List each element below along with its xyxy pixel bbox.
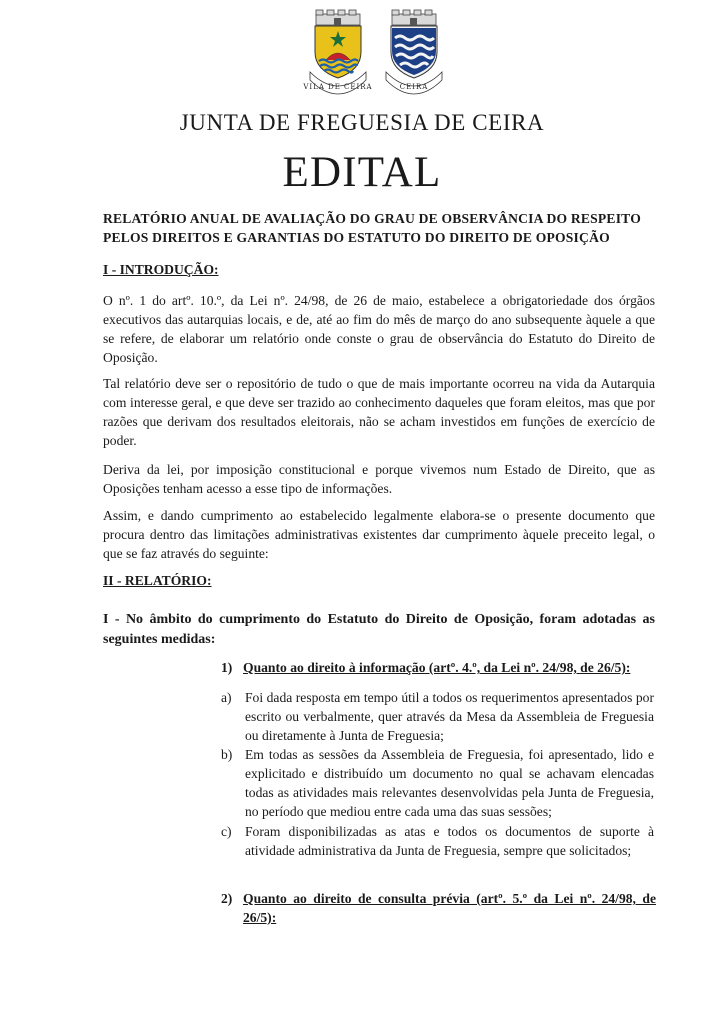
document-type: EDITAL xyxy=(282,149,442,196)
page-title: JUNTA DE FREGUESIA DE CEIRA xyxy=(179,110,545,135)
section-title: Quanto ao direito à informação (artº. 4.º, da Lei nº. 24/98, de 26/5): xyxy=(243,660,631,675)
intro-heading: I - INTRODUÇÃO: xyxy=(103,262,219,277)
list-text: Foram disponibilizadas as atas e todos os documentos de suporte à atividade administrativa da Junta de Freguesia, sempre que solicitados; xyxy=(245,824,654,858)
intro-paragraph: Deriva da lei, por imposição constitucional e porque vivemos num Estado de Direito, que as Oposições tenham acesso a esse tipo de informações. xyxy=(103,462,655,496)
vila-de-ceira-ribbon-label: VILA DE CEIRA xyxy=(303,83,373,91)
section-number: 1) xyxy=(221,660,233,675)
intro-paragraph: Assim, e dando cumprimento ao estabelecido legalmente elabora-se o presente documento que procura dentro das limitações administrativas existentes dar cumprimento àquele preceito legal, o que se faz através do seguinte: xyxy=(103,508,655,561)
list-marker: c) xyxy=(221,824,232,839)
intro-paragraph: O nº. 1 do artº. 10.º, da Lei nº. 24/98, de 26 de maio, estabelece a obrigatoriedade dos órgãos executivos das autarquias locais, e de, até ao fim do mês de março do ano subsequente àquele a que se refere, de elaborar um relatório onde conste o grau de observância do Estatuto do Direito de Oposição. xyxy=(103,293,655,365)
vila-de-ceira-crest-icon xyxy=(300,8,376,100)
list-marker: a) xyxy=(221,690,232,705)
list-marker: b) xyxy=(221,747,233,762)
subject-line-1: RELATÓRIO ANUAL DE AVALIAÇÃO DO GRAU DE OBSERVÂNCIA DO RESPEITO xyxy=(103,211,641,226)
section-2-heading xyxy=(221,889,656,929)
list-text: Foi dada resposta em tempo útil a todos os requerimentos apresentados por escrito ou verbalmente, quer através da Mesa da Assembleia de Freguesia ou diretamente à Junta de Freguesia; xyxy=(245,690,654,743)
crests-header xyxy=(0,8,724,100)
intro-paragraph: Tal relatório deve ser o repositório de tudo o que de mais importante ocorreu na vida da Autarquia com interesse geral, e que deve ser trazido ao conhecimento daqueles que foram eleitos, mas que por razões que derivam dos resultados eleitorais, não se acham investidos em funções de exercício de poder. xyxy=(103,376,655,448)
report-lead: I - No âmbito do cumprimento do Estatuto do Direito de Oposição, foram adotadas as seguintes medidas: xyxy=(103,612,655,647)
subject-line-2: PELOS DIREITOS E GARANTIAS DO ESTATUTO DO DIREITO DE OPOSIÇÃO xyxy=(103,230,610,245)
list-text: Em todas as sessões da Assembleia de Freguesia, foi apresentado, lido e explicitado e distribuído um documento no qual se achavam elencadas todas as atividades mais relevantes desenvolvidas pela Junta de Freguesia, no período que mediou entre cada uma das suas sessões; xyxy=(245,747,654,819)
ceira-crest-icon xyxy=(376,8,452,100)
report-heading: II - RELATÓRIO: xyxy=(103,573,212,588)
ceira-ribbon-label: CEIRA xyxy=(399,83,429,91)
section-1-heading xyxy=(221,658,656,678)
section-title: Quanto ao direito de consulta prévia (artº. 5.º da Lei nº. 24/98, de 26/5): xyxy=(243,891,656,925)
subject-heading xyxy=(103,209,658,247)
section-number: 2) xyxy=(221,891,233,906)
